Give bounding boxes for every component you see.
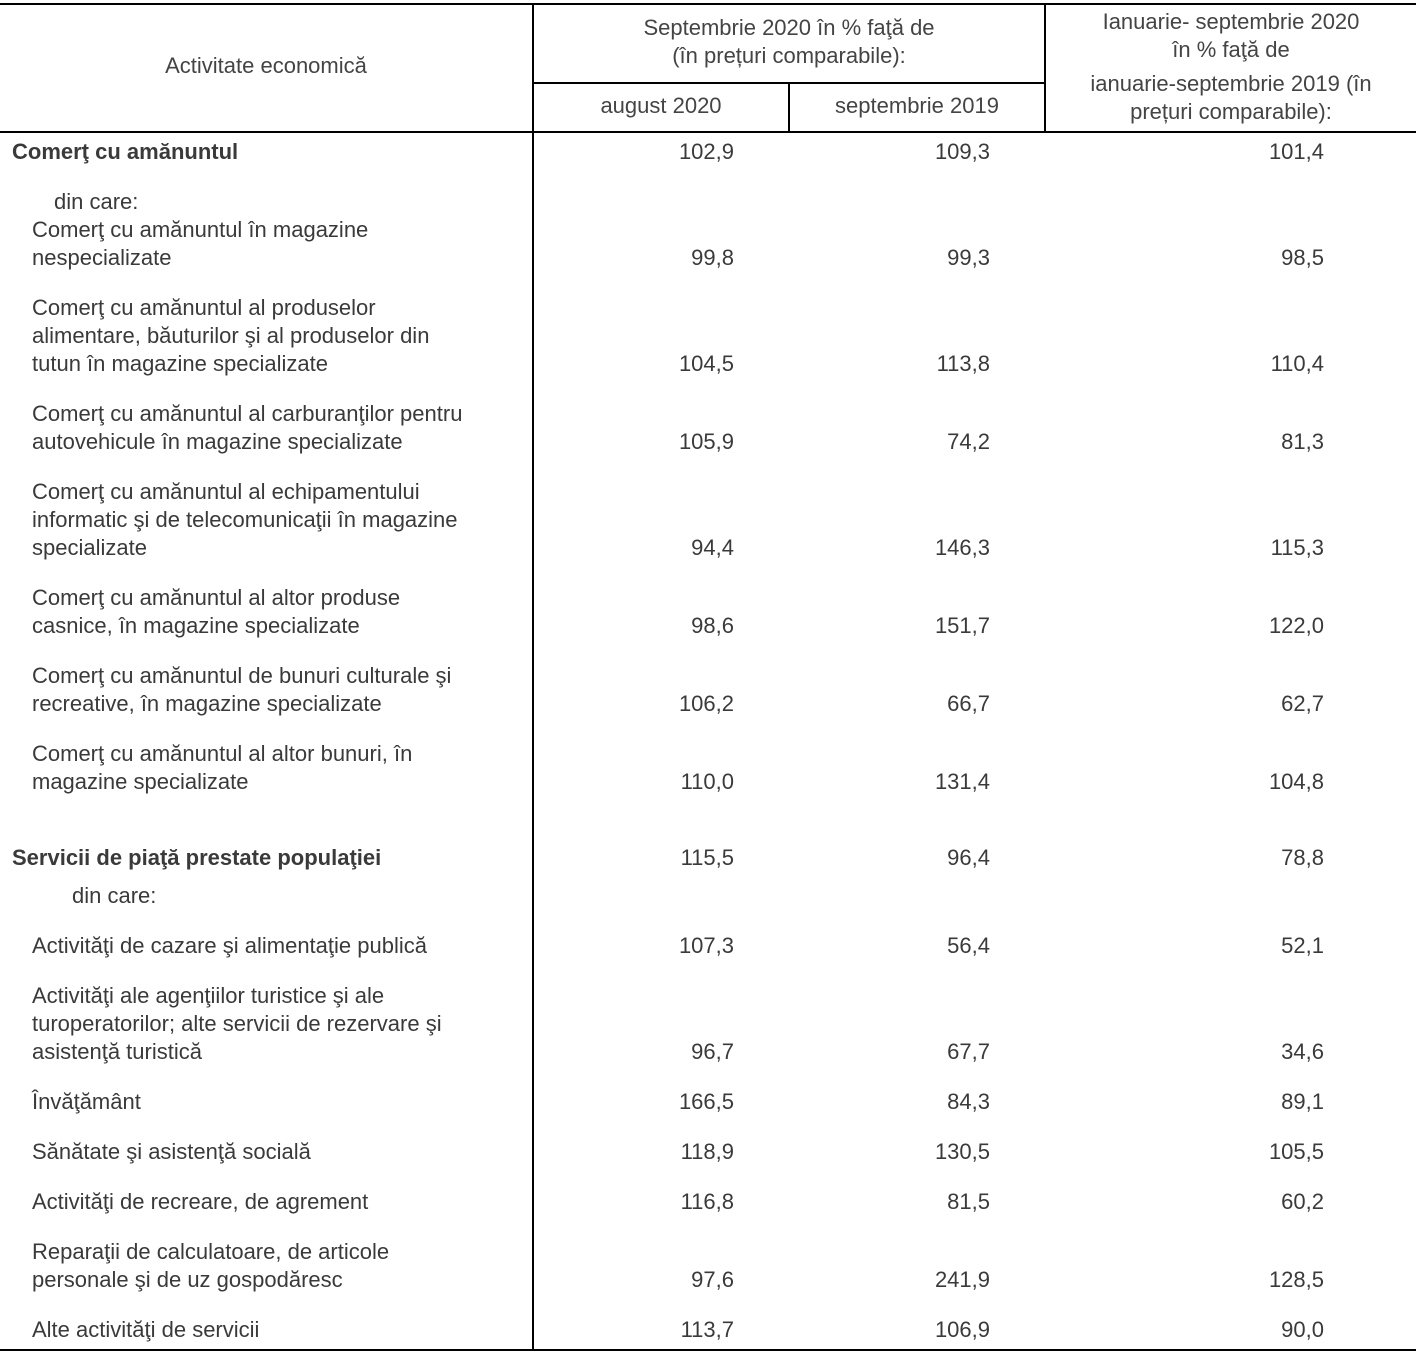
- row-label: magazine specializate: [32, 769, 249, 794]
- value-ytd-2019: 89,1: [1281, 1089, 1324, 1114]
- value-ytd-2019: 101,4: [1268, 139, 1324, 164]
- row-label: Comerţ cu amănuntul al echipamentului: [32, 479, 420, 504]
- header-bottom-border: [0, 131, 1416, 133]
- row-label: personale şi de uz gospodăresc: [32, 1267, 343, 1292]
- value-sep-2019: 131,4: [934, 769, 990, 794]
- header-group2-line3: ianuarie-septembrie 2019 (în: [1090, 71, 1372, 96]
- row-label: turoperatorilor; alte servicii de rezervare şi: [32, 1011, 442, 1036]
- value-sep-2019: 109,3: [934, 139, 990, 164]
- value-aug-2020: 115,5: [680, 845, 734, 870]
- row-label: asistenţă turistică: [32, 1039, 202, 1064]
- row-label: Comerţ cu amănuntul al altor bunuri, în: [32, 741, 413, 766]
- value-aug-2020: 94,4: [691, 535, 734, 560]
- value-ytd-2019: 115,3: [1270, 535, 1324, 560]
- value-ytd-2019: 81,3: [1281, 429, 1324, 454]
- value-ytd-2019: 78,8: [1281, 845, 1324, 870]
- value-aug-2020: 96,7: [691, 1039, 734, 1064]
- header-group1-line2: (în prețuri comparabile):: [672, 43, 906, 68]
- row-label: informatic şi de telecomunicaţii în magazine: [32, 507, 458, 532]
- value-sep-2019: 113,8: [936, 351, 990, 376]
- value-sep-2019: 67,7: [947, 1039, 990, 1064]
- row-label: alimentare, băuturilor şi al produselor din: [32, 323, 430, 348]
- value-sep-2019: 99,3: [947, 245, 990, 270]
- value-aug-2020: 110,0: [680, 769, 734, 794]
- value-aug-2020: 98,6: [691, 613, 734, 638]
- row-label: Sănătate şi asistenţă socială: [32, 1139, 311, 1164]
- value-ytd-2019: 128,5: [1268, 1267, 1324, 1292]
- value-aug-2020: 166,5: [678, 1089, 734, 1114]
- value-sep-2019: 106,9: [934, 1317, 990, 1342]
- header-group1-line1: Septembrie 2020 în % faţă de: [643, 15, 935, 40]
- header-group2-line1: Ianuarie- septembrie 2020: [1102, 9, 1360, 34]
- table-top-border: [0, 3, 1416, 5]
- value-ytd-2019: 90,0: [1281, 1317, 1324, 1342]
- value-aug-2020: 105,9: [678, 429, 734, 454]
- header-activity: Activitate economică: [165, 53, 367, 78]
- value-sep-2019: 56,4: [947, 933, 990, 958]
- value-aug-2020: 97,6: [691, 1267, 734, 1292]
- value-sep-2019: 81,5: [947, 1189, 990, 1214]
- value-aug-2020: 118,9: [680, 1139, 734, 1164]
- table-bottom-border: [0, 1349, 1416, 1351]
- value-aug-2020: 116,8: [680, 1189, 734, 1214]
- row-label: Comerţ cu amănuntul în magazine: [32, 217, 369, 242]
- header-col-septembrie-2019: septembrie 2019: [835, 93, 999, 118]
- row-label: Comerţ cu amănuntul de bunuri culturale şi: [32, 663, 452, 688]
- header-col-august-2020: august 2020: [600, 93, 722, 118]
- value-ytd-2019: 105,5: [1268, 1139, 1324, 1164]
- value-ytd-2019: 60,2: [1281, 1189, 1324, 1214]
- row-label: tutun în magazine specializate: [32, 351, 328, 376]
- value-sep-2019: 130,5: [934, 1139, 990, 1164]
- header-group2-line2: în % faţă de: [1172, 37, 1290, 62]
- value-aug-2020: 107,3: [678, 933, 734, 958]
- row-label: Servicii de piaţă prestate populaţiei: [12, 845, 382, 870]
- row-label: Învăţământ: [32, 1089, 141, 1114]
- row-label: Comerţ cu amănuntul al produselor: [32, 295, 376, 320]
- value-sep-2019: 66,7: [947, 691, 990, 716]
- row-label: Activităţi de cazare şi alimentaţie publică: [32, 933, 427, 958]
- value-sep-2019: 74,2: [947, 429, 990, 454]
- value-ytd-2019: 98,5: [1281, 245, 1324, 270]
- value-aug-2020: 99,8: [691, 245, 734, 270]
- row-label: din care:: [54, 189, 139, 214]
- value-sep-2019: 151,7: [934, 613, 990, 638]
- row-label: din care:: [72, 883, 157, 908]
- row-label: autovehicule în magazine specializate: [32, 429, 403, 454]
- row-label: Comerţ cu amănuntul al altor produse: [32, 585, 401, 610]
- row-label: Alte activităţi de servicii: [32, 1317, 260, 1342]
- value-ytd-2019: 122,0: [1268, 613, 1324, 638]
- activity-column-divider: [532, 3, 534, 1351]
- value-sep-2019: 146,3: [934, 535, 990, 560]
- row-label: recreative, în magazine specializate: [32, 691, 382, 716]
- value-aug-2020: 104,5: [678, 351, 734, 376]
- row-label: Comerţ cu amănuntul: [12, 139, 239, 164]
- value-sep-2019: 241,9: [934, 1267, 990, 1292]
- row-label: Activităţi de recreare, de agrement: [32, 1189, 369, 1214]
- row-label: specializate: [32, 535, 147, 560]
- value-ytd-2019: 62,7: [1281, 691, 1324, 716]
- value-aug-2020: 113,7: [680, 1317, 734, 1342]
- value-aug-2020: 106,2: [678, 691, 734, 716]
- value-sep-2019: 84,3: [947, 1089, 990, 1114]
- value-aug-2020: 102,9: [678, 139, 734, 164]
- row-label: Comerţ cu amănuntul al carburanţilor pentru: [32, 401, 463, 426]
- row-label: Reparaţii de calculatoare, de articole: [32, 1239, 390, 1264]
- value-ytd-2019: 104,8: [1268, 769, 1324, 794]
- header-group2-line4: prețuri comparabile):: [1130, 99, 1332, 124]
- row-label: Activităţi ale agenţiilor turistice şi ale: [32, 983, 385, 1008]
- row-label: casnice, în magazine specializate: [32, 613, 360, 638]
- value-ytd-2019: 34,6: [1281, 1039, 1324, 1064]
- value-ytd-2019: 52,1: [1281, 933, 1324, 958]
- value-sep-2019: 96,4: [947, 845, 990, 870]
- value-ytd-2019: 110,4: [1270, 351, 1324, 376]
- row-label: nespecializate: [32, 245, 172, 270]
